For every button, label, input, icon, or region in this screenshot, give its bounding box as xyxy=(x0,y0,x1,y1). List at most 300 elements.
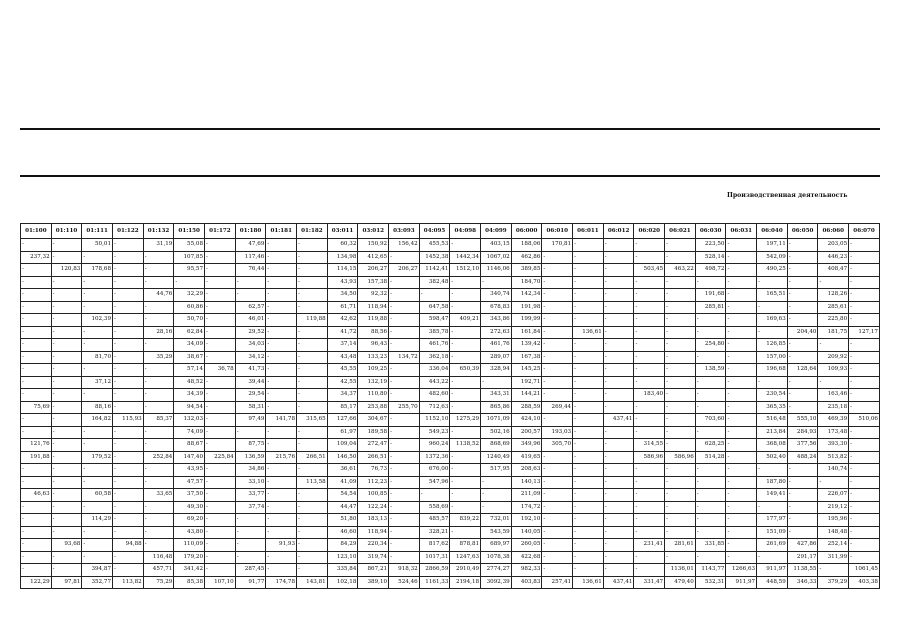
column-header: 06:021 xyxy=(665,224,696,239)
table-cell: 47,69 xyxy=(235,239,266,252)
table-cell: - xyxy=(634,551,665,564)
table-cell: 3092,39 xyxy=(481,576,512,589)
table-cell: - xyxy=(51,289,82,302)
table-cell: 122,29 xyxy=(21,576,52,589)
table-cell: - xyxy=(113,351,144,364)
table-cell: - xyxy=(266,514,297,527)
table-cell: - xyxy=(603,389,634,402)
table-cell: 109,93 xyxy=(818,364,849,377)
table-row xyxy=(21,364,880,377)
table-cell: 140,74 xyxy=(818,464,849,477)
table-cell: - xyxy=(297,276,328,289)
table-cell: 85,38 xyxy=(174,576,205,589)
table-cell: - xyxy=(266,564,297,577)
table-cell: - xyxy=(573,564,604,577)
table-cell: 223,50 xyxy=(695,239,726,252)
table-cell: 43,80 xyxy=(174,526,205,539)
table-cell: - xyxy=(21,501,52,514)
table-cell: - xyxy=(849,451,880,464)
table-cell: - xyxy=(297,464,328,477)
table-cell: - xyxy=(235,276,266,289)
table-cell: 97,49 xyxy=(235,414,266,427)
table-cell: - xyxy=(665,439,696,452)
table-cell: 140,13 xyxy=(511,476,542,489)
table-cell: 409,21 xyxy=(450,314,481,327)
table-cell: 502,16 xyxy=(481,426,512,439)
table-cell: 650,39 xyxy=(450,364,481,377)
table-cell: - xyxy=(603,564,634,577)
table-cell: - xyxy=(665,364,696,377)
table-cell: - xyxy=(266,389,297,402)
table-cell: 343,31 xyxy=(481,389,512,402)
table-cell: - xyxy=(297,489,328,502)
table-cell: 37,74 xyxy=(235,501,266,514)
table-cell: - xyxy=(849,539,880,552)
table-cell: - xyxy=(266,264,297,277)
table-cell: 336,04 xyxy=(419,364,450,377)
table-cell: 88,67 xyxy=(174,439,205,452)
table-cell: 60,86 xyxy=(174,301,205,314)
table-cell: - xyxy=(634,514,665,527)
table-cell: - xyxy=(266,351,297,364)
table-cell: - xyxy=(665,514,696,527)
table-cell: - xyxy=(205,501,236,514)
table-cell: - xyxy=(205,426,236,439)
table-cell: 2910,49 xyxy=(450,564,481,577)
table-cell: - xyxy=(634,476,665,489)
table-cell: 195,96 xyxy=(818,514,849,527)
table-cell: 1071,09 xyxy=(481,414,512,427)
table-cell: - xyxy=(51,351,82,364)
table-cell: - xyxy=(542,514,573,527)
table-cell: - xyxy=(389,326,420,339)
table-cell: - xyxy=(297,501,328,514)
table-cell: 516,48 xyxy=(757,414,788,427)
table-cell: 1078,38 xyxy=(481,551,512,564)
table-cell: - xyxy=(266,326,297,339)
table-cell: 455,53 xyxy=(419,239,450,252)
table-cell: - xyxy=(297,339,328,352)
table-cell: 167,38 xyxy=(511,351,542,364)
table-cell: - xyxy=(573,539,604,552)
table-cell: - xyxy=(634,376,665,389)
table-cell: - xyxy=(849,514,880,527)
table-cell: 147,40 xyxy=(174,451,205,464)
table-cell: - xyxy=(21,464,52,477)
table-cell: 173,48 xyxy=(818,426,849,439)
table-cell: - xyxy=(51,276,82,289)
table-cell: - xyxy=(113,301,144,314)
table-cell: - xyxy=(266,276,297,289)
table-row xyxy=(21,464,880,477)
table-cell: - xyxy=(787,501,818,514)
table-cell: - xyxy=(143,514,174,527)
table-cell: - xyxy=(849,526,880,539)
table-cell: - xyxy=(634,489,665,502)
table-cell: - xyxy=(205,401,236,414)
column-header: 01:132 xyxy=(143,224,174,239)
table-cell: - xyxy=(21,239,52,252)
table-cell: 393,30 xyxy=(818,439,849,452)
table-cell: - xyxy=(849,314,880,327)
table-cell: 206,27 xyxy=(389,264,420,277)
table-cell: - xyxy=(481,476,512,489)
table-cell: 503,45 xyxy=(634,264,665,277)
table-cell: 331,85 xyxy=(695,539,726,552)
column-header: 01:180 xyxy=(235,224,266,239)
table-cell: 102,39 xyxy=(82,314,113,327)
table-cell: - xyxy=(113,401,144,414)
table-cell: - xyxy=(450,389,481,402)
table-cell: - xyxy=(726,501,757,514)
table-cell: - xyxy=(726,276,757,289)
table-cell: - xyxy=(726,326,757,339)
table-cell: - xyxy=(297,564,328,577)
table-cell: 128,64 xyxy=(787,364,818,377)
table-cell: - xyxy=(634,314,665,327)
table-cell: - xyxy=(573,351,604,364)
table-cell: 28,16 xyxy=(143,326,174,339)
table-cell: 514,28 xyxy=(695,451,726,464)
table-cell: - xyxy=(787,351,818,364)
table-cell: 43,48 xyxy=(327,351,358,364)
table-cell: - xyxy=(113,551,144,564)
table-cell: - xyxy=(297,301,328,314)
table-cell: - xyxy=(787,301,818,314)
table-cell: - xyxy=(51,464,82,477)
table-cell: 1152,10 xyxy=(419,414,450,427)
column-header: 06:070 xyxy=(849,224,880,239)
table-cell: - xyxy=(205,439,236,452)
table-cell: 586,96 xyxy=(665,451,696,464)
table-cell: - xyxy=(726,526,757,539)
table-cell: 191,98 xyxy=(511,301,542,314)
table-cell: - xyxy=(603,514,634,527)
table-cell: - xyxy=(787,314,818,327)
table-cell: - xyxy=(51,501,82,514)
table-cell: 143,81 xyxy=(297,576,328,589)
table-cell: - xyxy=(603,464,634,477)
table-row xyxy=(21,326,880,339)
table-cell: - xyxy=(297,289,328,302)
table-cell: 253,88 xyxy=(358,401,389,414)
table-cell: - xyxy=(266,314,297,327)
table-cell: - xyxy=(82,251,113,264)
table-cell: 51,80 xyxy=(327,514,358,527)
table-cell: 911,97 xyxy=(757,564,788,577)
table-cell: 145,25 xyxy=(511,364,542,377)
table-cell: - xyxy=(297,526,328,539)
table-cell: - xyxy=(113,439,144,452)
table-cell: 319,74 xyxy=(358,551,389,564)
table-cell: - xyxy=(573,314,604,327)
table-cell: 84,29 xyxy=(327,539,358,552)
table-cell: - xyxy=(113,489,144,502)
table-cell: - xyxy=(726,301,757,314)
table-cell: 204,40 xyxy=(787,326,818,339)
table-cell: 157,00 xyxy=(757,351,788,364)
table-cell: - xyxy=(665,426,696,439)
column-header: 06:060 xyxy=(818,224,849,239)
table-cell: - xyxy=(573,276,604,289)
table-cell: - xyxy=(573,339,604,352)
table-cell: - xyxy=(603,239,634,252)
table-cell: - xyxy=(297,389,328,402)
table-cell: - xyxy=(603,326,634,339)
table-cell: - xyxy=(113,526,144,539)
table-cell: - xyxy=(82,326,113,339)
table-cell: 678,83 xyxy=(481,301,512,314)
table-cell: - xyxy=(450,339,481,352)
column-header: 01:150 xyxy=(174,224,205,239)
table-cell: - xyxy=(297,351,328,364)
table-cell: 461,76 xyxy=(481,339,512,352)
table-cell: - xyxy=(726,239,757,252)
column-header: 06:031 xyxy=(726,224,757,239)
table-cell: 156,42 xyxy=(389,239,420,252)
table-row xyxy=(21,351,880,364)
table-cell: - xyxy=(51,526,82,539)
table-cell: 422,68 xyxy=(511,551,542,564)
table-cell: 34,09 xyxy=(174,339,205,352)
table-cell: - xyxy=(695,476,726,489)
table-cell: 446,23 xyxy=(818,251,849,264)
table-cell: - xyxy=(726,539,757,552)
table-cell: 116,48 xyxy=(143,551,174,564)
table-cell: 437,41 xyxy=(603,414,634,427)
table-cell: 50,01 xyxy=(82,239,113,252)
table-cell: 60,58 xyxy=(82,489,113,502)
table-cell: - xyxy=(389,251,420,264)
table-cell: 285,81 xyxy=(695,301,726,314)
table-cell: - xyxy=(266,401,297,414)
table-cell: - xyxy=(389,414,420,427)
table-cell: - xyxy=(389,489,420,502)
table-cell: 188,06 xyxy=(511,239,542,252)
table-cell: - xyxy=(787,514,818,527)
table-cell: - xyxy=(634,426,665,439)
table-cell: - xyxy=(542,326,573,339)
table-cell: 37,50 xyxy=(174,489,205,502)
table-cell: 109,25 xyxy=(358,364,389,377)
table-cell: - xyxy=(573,239,604,252)
table-cell: - xyxy=(665,414,696,427)
table-cell: - xyxy=(143,276,174,289)
table-cell: - xyxy=(542,314,573,327)
table-cell: - xyxy=(603,526,634,539)
table-cell: 368,08 xyxy=(757,439,788,452)
table-cell: 29,52 xyxy=(235,326,266,339)
table-cell: 192,71 xyxy=(511,376,542,389)
table-cell: 266,51 xyxy=(358,451,389,464)
table-cell: 121,76 xyxy=(21,439,52,452)
table-cell: 148,48 xyxy=(818,526,849,539)
table-cell: - xyxy=(389,476,420,489)
table-cell: 365,35 xyxy=(757,401,788,414)
table-cell: 513,82 xyxy=(818,451,849,464)
table-cell: 498,72 xyxy=(695,264,726,277)
table-cell: - xyxy=(573,389,604,402)
table-cell: 463,22 xyxy=(665,264,696,277)
table-cell: - xyxy=(542,414,573,427)
table-cell: 1061,45 xyxy=(849,564,880,577)
table-cell: - xyxy=(665,489,696,502)
table-cell: - xyxy=(235,526,266,539)
table-cell: 85,17 xyxy=(327,401,358,414)
table-cell: - xyxy=(787,526,818,539)
table-cell: - xyxy=(82,551,113,564)
table-cell: - xyxy=(849,251,880,264)
table-cell: - xyxy=(205,339,236,352)
top-rule xyxy=(20,128,880,130)
table-cell: - xyxy=(603,276,634,289)
table-cell: - xyxy=(143,264,174,277)
table-cell: - xyxy=(757,276,788,289)
table-cell: 123,10 xyxy=(327,551,358,564)
table-cell: - xyxy=(849,351,880,364)
table-row xyxy=(21,239,880,252)
table-cell: 547,96 xyxy=(419,476,450,489)
table-cell: - xyxy=(787,264,818,277)
table-cell: 36,78 xyxy=(205,364,236,377)
table-cell: - xyxy=(542,501,573,514)
table-cell: 61,71 xyxy=(327,301,358,314)
table-cell: - xyxy=(573,251,604,264)
table-cell: - xyxy=(205,326,236,339)
table-cell: 2774,27 xyxy=(481,564,512,577)
table-cell: - xyxy=(542,464,573,477)
table-cell: 81,70 xyxy=(82,351,113,364)
table-cell: - xyxy=(205,414,236,427)
table-cell: - xyxy=(542,276,573,289)
table-cell: 39,44 xyxy=(235,376,266,389)
table-cell: 549,23 xyxy=(419,426,450,439)
table-cell: 94,88 xyxy=(113,539,144,552)
table-cell: - xyxy=(21,326,52,339)
column-header: 06:011 xyxy=(573,224,604,239)
table-cell: 94,54 xyxy=(174,401,205,414)
table-cell: - xyxy=(849,239,880,252)
table-cell: 177,97 xyxy=(757,514,788,527)
table-cell: - xyxy=(818,276,849,289)
table-cell: 113,82 xyxy=(113,576,144,589)
table-cell: 174,78 xyxy=(266,576,297,589)
table-cell: - xyxy=(82,289,113,302)
table-row xyxy=(21,564,880,577)
middle-rule xyxy=(20,175,880,177)
table-cell: - xyxy=(665,326,696,339)
table-cell: 100,85 xyxy=(358,489,389,502)
table-cell: 315,65 xyxy=(297,414,328,427)
table-cell: 1266,63 xyxy=(726,564,757,577)
table-cell: 174,72 xyxy=(511,501,542,514)
table-cell: - xyxy=(51,314,82,327)
table-cell: 517,95 xyxy=(481,464,512,477)
table-cell: - xyxy=(665,289,696,302)
table-cell: - xyxy=(51,414,82,427)
table-cell: - xyxy=(695,464,726,477)
table-cell: - xyxy=(603,251,634,264)
table-cell: 118,94 xyxy=(358,526,389,539)
table-cell: - xyxy=(205,351,236,364)
table-cell: - xyxy=(266,289,297,302)
table-cell: - xyxy=(51,551,82,564)
table-cell: - xyxy=(143,526,174,539)
table-cell: 41,73 xyxy=(235,364,266,377)
table-cell: - xyxy=(143,426,174,439)
table-cell: - xyxy=(297,426,328,439)
table-cell: - xyxy=(695,276,726,289)
table-cell: - xyxy=(634,526,665,539)
table-cell: - xyxy=(726,401,757,414)
table-cell: 32,29 xyxy=(174,289,205,302)
table-cell: - xyxy=(450,501,481,514)
table-cell: - xyxy=(450,239,481,252)
table-cell: - xyxy=(603,551,634,564)
table-cell: 164,82 xyxy=(82,414,113,427)
table-cell: 43,93 xyxy=(327,276,358,289)
table-cell: - xyxy=(726,426,757,439)
table-cell: - xyxy=(21,476,52,489)
table-cell: 58,31 xyxy=(235,401,266,414)
table-row xyxy=(21,339,880,352)
table-cell: 1240,49 xyxy=(481,451,512,464)
table-cell: 424,10 xyxy=(511,414,542,427)
table-cell: - xyxy=(450,351,481,364)
table-cell: 181,75 xyxy=(818,326,849,339)
table-cell: - xyxy=(21,539,52,552)
table-cell: 107,85 xyxy=(174,251,205,264)
table-row xyxy=(21,389,880,402)
table-body xyxy=(21,239,880,589)
table-cell: - xyxy=(665,501,696,514)
table-cell: - xyxy=(849,401,880,414)
table-cell: - xyxy=(665,351,696,364)
table-cell: - xyxy=(695,389,726,402)
table-cell: 45,55 xyxy=(327,364,358,377)
table-cell: - xyxy=(51,476,82,489)
header-row xyxy=(21,224,880,239)
table-cell: 149,41 xyxy=(757,489,788,502)
table-cell: 389,85 xyxy=(511,264,542,277)
table-cell: - xyxy=(450,376,481,389)
column-header: 03:012 xyxy=(358,224,389,239)
table-cell: - xyxy=(665,301,696,314)
table-cell: 34,03 xyxy=(235,339,266,352)
table-cell: - xyxy=(297,539,328,552)
table-cell: - xyxy=(849,289,880,302)
table-cell: - xyxy=(51,376,82,389)
table-cell: - xyxy=(634,301,665,314)
table-cell: - xyxy=(21,426,52,439)
table-row xyxy=(21,526,880,539)
table-cell: - xyxy=(787,401,818,414)
table-cell: - xyxy=(665,464,696,477)
table-cell: 254,80 xyxy=(695,339,726,352)
table-cell: - xyxy=(297,514,328,527)
table-cell: - xyxy=(787,276,818,289)
column-header: 03:011 xyxy=(327,224,358,239)
table-cell: 377,56 xyxy=(787,439,818,452)
table-cell: - xyxy=(542,364,573,377)
table-cell: 47,57 xyxy=(174,476,205,489)
table-cell: 200,57 xyxy=(511,426,542,439)
table-cell: - xyxy=(205,464,236,477)
table-cell: - xyxy=(21,339,52,352)
column-header: 04:098 xyxy=(450,224,481,239)
table-cell: 408,47 xyxy=(818,264,849,277)
table-cell: 134,98 xyxy=(327,251,358,264)
